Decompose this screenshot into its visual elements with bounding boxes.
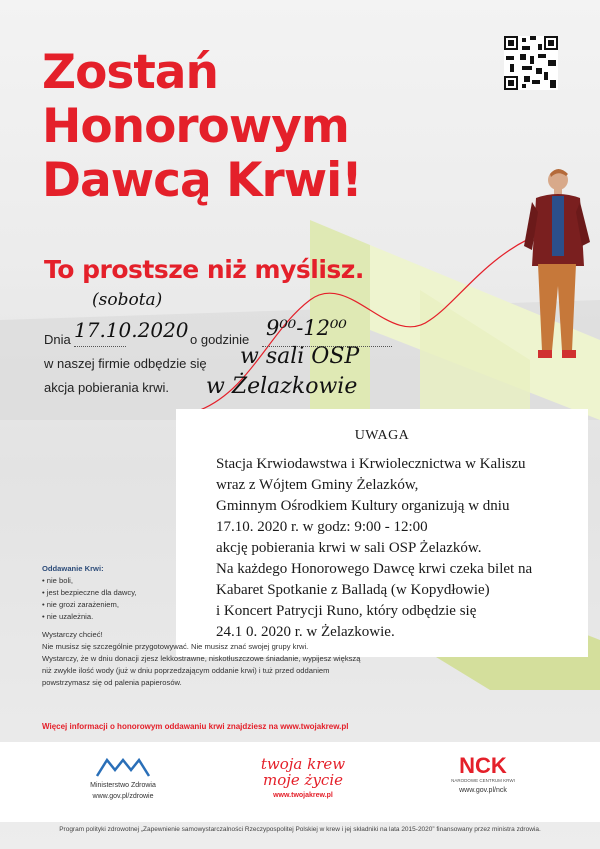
qr-code-icon bbox=[504, 36, 558, 90]
ministry-url[interactable]: www.gov.pl/zdrowie bbox=[92, 793, 154, 800]
man-illustration bbox=[518, 166, 592, 376]
tk-url[interactable]: www.twojakrew.pl bbox=[273, 792, 333, 799]
form-line-2: w naszej firmie odbędzie się bbox=[44, 356, 207, 371]
handwritten-date: 17.10.2020 bbox=[74, 318, 189, 342]
handwritten-place-2: w Żelazkowie bbox=[206, 374, 358, 399]
handwritten-place-1: w sali OSP bbox=[240, 344, 360, 369]
info-line: Wystarczy chcieć! bbox=[42, 630, 103, 639]
ministry-name: Ministerstwo Zdrowia bbox=[90, 782, 156, 789]
notice-line: Na każdego Honorowego Dawcę krwi czeka bilet na bbox=[216, 561, 533, 577]
info-line: Wystarczy, że w dniu donacji zjesz lekkostrawne, niskotłuszczowe śniadanie, wypijesz większą bbox=[42, 654, 361, 663]
info-bullet: • nie grozi zarażeniem, bbox=[42, 600, 119, 609]
info-heading: Oddawanie Krwi: bbox=[42, 564, 104, 573]
notice-line: wraz z Wójtem Gminy Żelazków, bbox=[216, 477, 419, 493]
info-line: powstrzymasz się od palenia papierosów. bbox=[42, 678, 182, 687]
notice-line: i Koncert Patrycji Runo, który odbędzie się bbox=[216, 603, 477, 619]
nck-logo bbox=[438, 754, 528, 794]
twoja-krew-logo bbox=[238, 756, 368, 799]
info-bullet: • nie uzależnia. bbox=[42, 612, 94, 621]
nck-url[interactable]: www.gov.pl/nck bbox=[459, 787, 507, 794]
headline-line-2: Honorowym bbox=[42, 99, 349, 154]
notice-line: 17.10. 2020 r. w godz: 9:00 - 12:00 bbox=[216, 519, 428, 535]
handwritten-day-name: (sobota) bbox=[92, 290, 163, 310]
notice-line: 24.1 0. 2020 r. w Żelazkowie. bbox=[216, 624, 395, 640]
logo-band bbox=[0, 742, 600, 822]
headline-line-3: Dawcą Krwi! bbox=[42, 153, 362, 208]
notice-title: UWAGA bbox=[354, 428, 410, 443]
notice-line: Stacja Krwiodawstwa i Krwiolecznictwa w Kaliszu bbox=[216, 456, 526, 472]
donation-info bbox=[42, 563, 360, 689]
tk-line-2: moje życie bbox=[262, 771, 343, 789]
notice-line: akcję pobierania krwi w sali OSP Żelazków. bbox=[216, 540, 482, 556]
info-line: niż zwykle ilość wody (już w dniu poprzedzającym oddanie krwi) i tuż przed oddaniem bbox=[42, 666, 330, 675]
info-bullet: • jest bezpieczne dla dawcy, bbox=[42, 588, 137, 597]
more-info-link[interactable]: Więcej informacji o honorowym oddawaniu krwi znajdziesz na www.twojakrew.pl bbox=[42, 722, 349, 731]
form-line-3: akcja pobierania krwi. bbox=[44, 380, 170, 395]
nck-name: NCK bbox=[459, 753, 507, 778]
nck-subtitle: NARODOWE CENTRUM KRWI bbox=[451, 778, 515, 783]
subheadline: To prostsze niż myślisz. bbox=[44, 255, 364, 284]
tk-line-1: twoja krew bbox=[260, 755, 346, 773]
program-footer: Program polityki zdrowotnej „Zapewnienie samowystarczalności Rzeczypospolitej Polskiej w krew i jej składniki na lata 2015-2020” finansowany przez ministra zdrowia. bbox=[59, 826, 541, 833]
info-line: Nie musisz się szczególnie przygotowywać. Nie musisz znać swojej grupy krwi. bbox=[42, 642, 309, 651]
info-bullet: • nie boli, bbox=[42, 576, 73, 585]
form-dnia-label: Dnia bbox=[44, 332, 71, 347]
ministry-logo bbox=[78, 754, 168, 800]
form-godzinie-label: o godzinie bbox=[190, 332, 250, 347]
notice-line: Kabaret Spotkanie z Balladą (w Kopydłowie) bbox=[216, 582, 490, 598]
ministry-of-health-icon bbox=[93, 754, 153, 780]
headline-line-1: Zostań bbox=[42, 45, 218, 100]
handwritten-time: 9⁰⁰-12⁰⁰ bbox=[266, 316, 347, 340]
notice-line: Gminnym Ośrodkiem Kultury organizują w dniu bbox=[216, 498, 510, 514]
qr-code[interactable] bbox=[504, 36, 558, 90]
headline bbox=[42, 46, 362, 208]
